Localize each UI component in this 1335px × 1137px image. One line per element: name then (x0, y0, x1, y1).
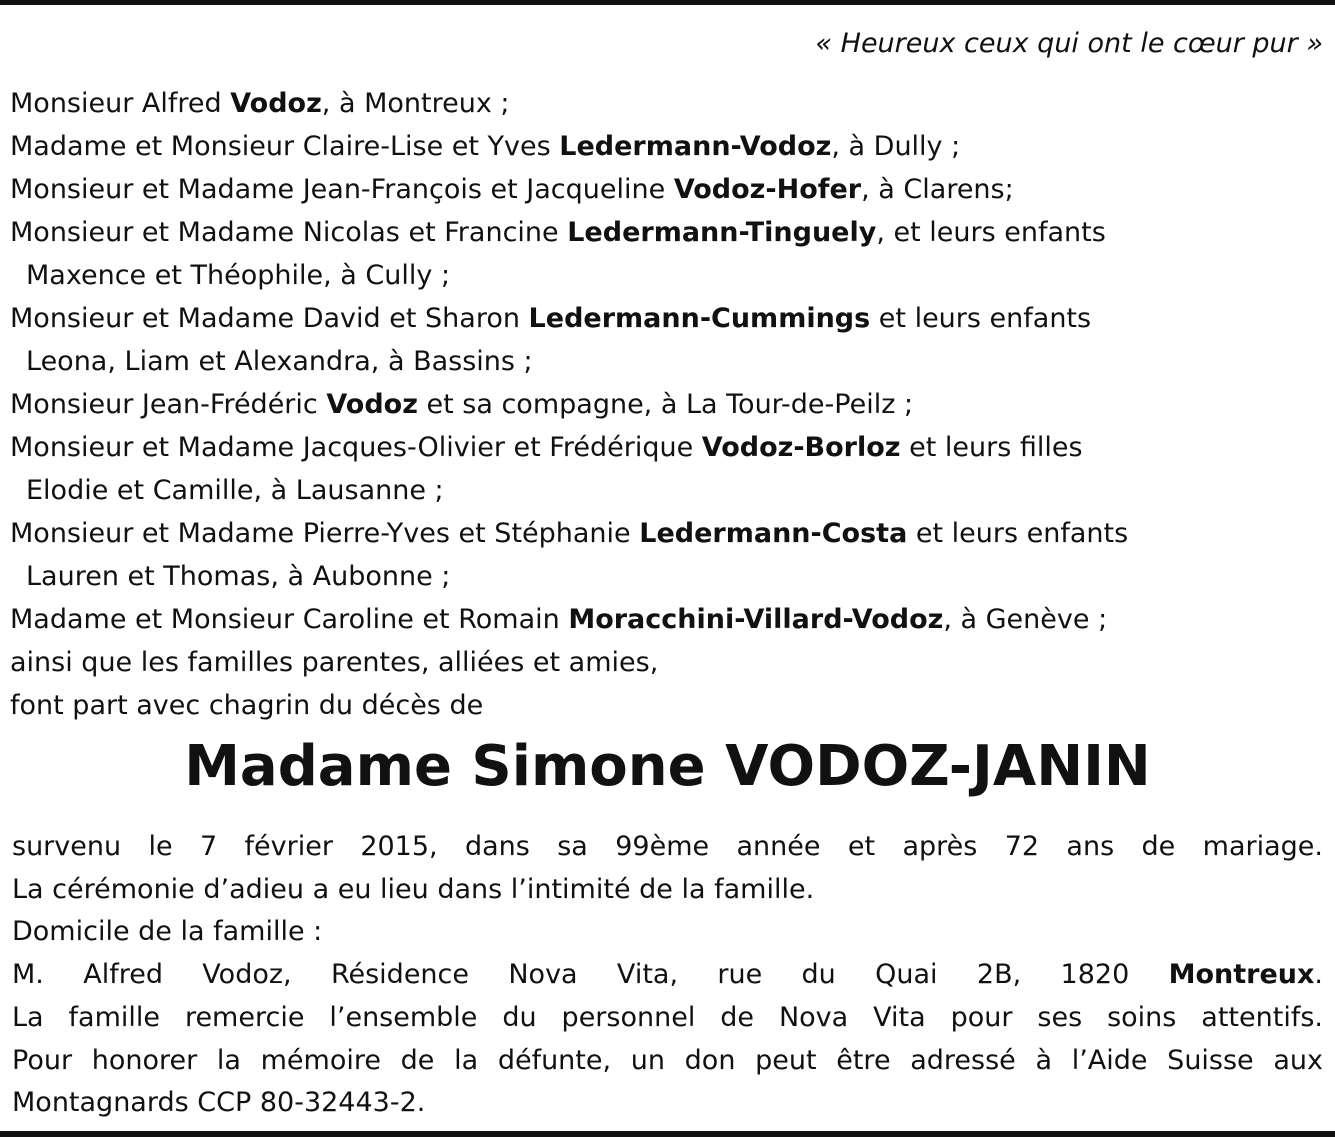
thanks-line: La famille remercie l’ensemble du personnel de Nova Vita pour ses soins attentifs. (12, 1001, 1323, 1033)
family-line-place: , à Dully ; (831, 131, 961, 162)
address-city: Montreux (1168, 959, 1315, 991)
family-line-place: et sa compagne, à La Tour-de-Peilz ; (417, 389, 914, 420)
death-date-line: survenu le 7 février 2015, dans sa 99ème année et après 72 ans de mariage. (12, 831, 1323, 862)
family-line (10, 168, 1323, 211)
family-continuation-line: Lauren et Thomas, à Aubonne ; (26, 561, 451, 592)
family-line (10, 426, 1323, 469)
closing-line-relatives: ainsi que les familles parentes, alliées et amies, (10, 647, 659, 678)
family-surname: Ledermann-Cummings (528, 303, 871, 334)
family-line (10, 383, 1323, 426)
family-continuation-line: Maxence et Théophile, à Cully ; (26, 260, 451, 291)
family-line-text: Monsieur et Madame Pierre-Yves et Stéphanie (10, 518, 640, 549)
family-line-text: Monsieur et Madame Nicolas et Francine (10, 217, 568, 248)
family-line-text: Monsieur et Madame Jean-François et Jacqueline (10, 174, 674, 205)
family-line-text: Monsieur Alfred (10, 88, 231, 119)
family-line-place: , à Genève ; (943, 604, 1108, 635)
details-block (12, 826, 1323, 1125)
address-text: M. Alfred Vodoz, Résidence Nova Vita, rue du Quai 2B, 1820 (12, 959, 1169, 991)
family-line (10, 211, 1323, 254)
family-line (10, 598, 1323, 641)
family-surname: Vodoz-Hofer (673, 174, 862, 205)
family-list (10, 82, 1323, 727)
family-continuation-line: Elodie et Camille, à Lausanne ; (26, 475, 444, 506)
top-rule (0, 0, 1335, 5)
family-line-place: , à Clarens; (861, 174, 1014, 205)
family-line-place: et leurs enfants (907, 518, 1129, 549)
family-line-place: , et leurs enfants (876, 217, 1106, 248)
domicile-label: Domicile de la famille : (12, 916, 323, 948)
family-surname: Moracchini-Villard-Vodoz (568, 604, 944, 635)
family-line (10, 297, 1323, 340)
family-line-text: Monsieur et Madame Jacques-Olivier et Frédérique (10, 432, 702, 463)
deceased-name: Madame Simone VODOZ-JANIN (184, 734, 1151, 799)
bottom-rule (0, 1131, 1335, 1137)
family-surname: Ledermann-Vodoz (559, 131, 832, 162)
family-line-place: et leurs enfants (870, 303, 1092, 334)
family-surname: Ledermann-Costa (639, 518, 908, 549)
family-line-text: Madame et Monsieur Caroline et Romain (10, 604, 569, 635)
family-line (10, 125, 1323, 168)
family-line (10, 82, 1323, 125)
family-continuation-line: Leona, Liam et Alexandra, à Bassins ; (26, 346, 533, 377)
address-end: . (1314, 959, 1323, 991)
family-surname: Ledermann-Tinguely (567, 217, 877, 248)
family-line-text: Madame et Monsieur Claire-Lise et Yves (10, 131, 560, 162)
epigraph: « Heureux ceux qui ont le cœur pur » (815, 28, 1323, 59)
ceremony-line: La cérémonie d’adieu a eu lieu dans l’intimité de la famille. (12, 873, 815, 905)
family-surname: Vodoz (230, 88, 322, 119)
family-surname: Vodoz (326, 389, 418, 420)
family-line-place: et leurs filles (900, 432, 1083, 463)
closing-line-announcement: font part avec chagrin du décès de (10, 690, 484, 721)
donation-account-line: Montagnards CCP 80-32443-2. (12, 1087, 426, 1119)
domicile-address (12, 954, 1323, 997)
donation-line: Pour honorer la mémoire de la défunte, un don peut être adressé à l’Aide Suisse aux (12, 1044, 1323, 1076)
family-surname: Vodoz-Borloz (701, 432, 901, 463)
family-line-text: Monsieur Jean-Frédéric (10, 389, 327, 420)
family-line (10, 512, 1323, 555)
family-line-place: , à Montreux ; (321, 88, 510, 119)
family-line-text: Monsieur et Madame David et Sharon (10, 303, 529, 334)
